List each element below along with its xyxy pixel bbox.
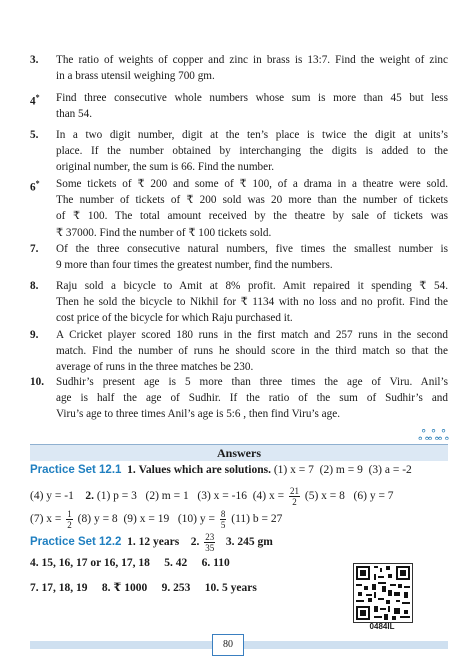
problem-line: than 54. <box>56 108 93 121</box>
answer-line-4: Practice Set 12.2 1. 12 years 2. $\frac{23}{35}$ 3. 245 gm <box>30 532 273 553</box>
problem-line: age is half the age of Sudhir. If the ratio of the sum of Sudhir’s and <box>56 392 448 405</box>
problem-line: original number, the sum is 66. Find the number. <box>56 161 274 174</box>
fraction: $\frac{23}{35}$ <box>205 532 215 553</box>
problem-line: ₹ 37000. Find the number of ₹ 100 tickets sold. <box>56 226 272 239</box>
problem-line: Viru’s age to three times Anil’s age is 5:6 , then find Viru’s age. <box>56 408 340 421</box>
problem-line: place. If the number obtained by interchanging the digits is added to the <box>56 145 448 158</box>
answer-line-1: Practice Set 12.1 1. Values which are solutions. (1) x = 7 (2) m = 9 (3) a = -2 <box>30 464 412 476</box>
problem-line: cost price of the bicycle for which Raju purchased it. <box>56 312 293 325</box>
problem-line: Sudhir’s present age is 5 more than three times the age of Viru. Anil’s <box>56 376 448 388</box>
practice-set-12-1-label: Practice Set 12.1 <box>30 464 122 476</box>
answer-line-5: 4. 15, 16, 17 or 16, 17, 18 5. 42 6. 110 <box>30 557 230 569</box>
problem-number: 10. <box>30 376 44 388</box>
fraction: $\frac{1}{2}$ <box>67 509 72 530</box>
problem-line: in a brass utensil weighing 700 gm. <box>56 70 215 83</box>
answer-1-text: Values which are solutions. <box>138 464 271 476</box>
problem-number: 9. <box>30 329 39 341</box>
qr-code-label: 0484IL <box>369 622 395 631</box>
problem-line: average of runs in the three matches be 230. <box>56 361 254 374</box>
answers-banner <box>30 444 448 461</box>
answer-line-2: (4) y = -1 2. (1) p = 3 (2) m = 1 (3) x = -16 (4) x = $\frac{21}{2}$ (5) x = 8 (6) y = 7 <box>30 486 394 507</box>
section-end-ornament: ஃஃஃ <box>418 429 448 444</box>
problem-line: match. Find the number of runs he should score in the third match so that the <box>56 345 448 358</box>
problem-line: The number of tickets of ₹ 200 sold was 20 more than the number of tickets <box>56 194 448 207</box>
problem-number: 5. <box>30 129 39 141</box>
answer-line-6: 7. 17, 18, 19 8. ₹ 1000 9. 253 10. 5 years <box>30 582 257 594</box>
problem-line: of ₹ 100. The total amount received by the theatre by sale of tickets was <box>56 210 448 223</box>
qr-code-icon[interactable] <box>353 563 413 623</box>
problem-number: 3. <box>30 54 39 66</box>
problem-line: Some tickets of ₹ 200 and some of ₹ 100, of a drama in a theatre were sold. <box>56 178 448 190</box>
problem-number: 8. <box>30 280 39 292</box>
problem-line: Raju sold a bicycle to Amit at 8% profit. Amit repaired it spending ₹ 54. <box>56 280 448 292</box>
answer-line-3: (7) x = $\frac{1}{2}$ (8) y = 8 (9) x = 19 (10) y = $\frac{8}{5}$ (11) b = 27 <box>30 509 283 530</box>
practice-set-12-2-label: Practice Set 12.2 <box>30 536 122 549</box>
answers-title: Answers <box>217 446 261 460</box>
problem-line: Find three consecutive whole numbers whose sum is more than 45 but less <box>56 92 448 104</box>
problem-line: The ratio of weights of copper and zinc in brass is 13:7. Find the weight of zinc <box>56 54 448 66</box>
problem-number: 4* <box>30 93 40 108</box>
problem-line: Then he sold the bicycle to Nikhil for ₹ 1134 with no loss and no profit. Find the <box>56 296 448 309</box>
fraction: $\frac{8}{5}$ <box>220 509 226 530</box>
problem-line: 9 more than four times the greatest number, find the numbers. <box>56 259 333 272</box>
fraction: $\frac{21}{2}$ <box>290 486 299 507</box>
problem-line: In a two digit number, digit at the ten’s place is twice the digit at units’s <box>56 129 448 141</box>
problem-line: Of the three consecutive natural numbers, five times the smallest number is <box>56 243 448 255</box>
page-number: 80 <box>212 634 244 656</box>
problem-number: 6* <box>30 179 40 194</box>
problem-number: 7. <box>30 243 39 255</box>
problem-line: A Cricket player scored 180 runs in the first match and 257 runs in the second <box>56 329 448 341</box>
